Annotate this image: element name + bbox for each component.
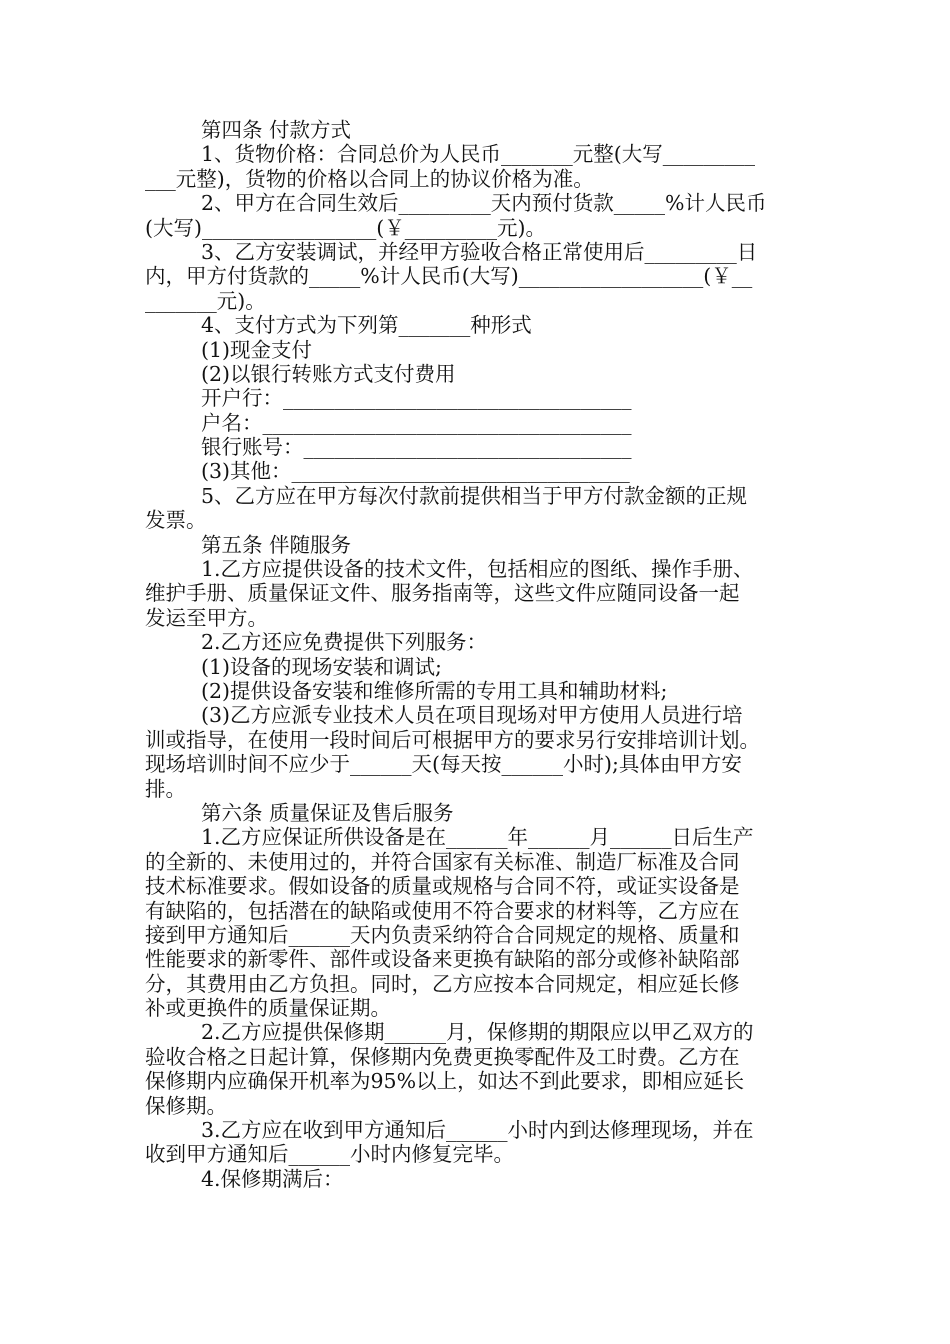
text-line: 5、乙方应在甲方每次付款前提供相当于甲方付款金额的正规 xyxy=(201,483,748,508)
text-line: 2.乙方应提供保修期______月，保修期的期限应以甲乙双方的 xyxy=(201,1020,754,1045)
text-line: 的全新的、未使用过的，并符合国家有关标准、制造厂标准及合同 xyxy=(145,849,740,874)
text-line: 验收合格之日起计算，保修期内免费更换零配件及工时费。乙方在 xyxy=(145,1044,740,1069)
text-line: 性能要求的新零件、部件或设备来更换有缺陷的部分或修补缺陷部 xyxy=(145,947,740,972)
text-line: 2.乙方还应免费提供下列服务： xyxy=(201,630,488,655)
text-line: 1.乙方应保证所供设备是在______年______月______日后生产 xyxy=(201,825,754,850)
text-line: 训或指导，在使用一段时间后可根据甲方的要求另行安排培训计划。 xyxy=(145,727,760,752)
contract-text xyxy=(145,118,809,1191)
text-line: (3)其他：_________________________________ xyxy=(201,459,630,484)
text-line: (2)提供设备安装和维修所需的专用工具和辅助材料; xyxy=(201,678,668,703)
text-line: 户名：____________________________________ xyxy=(201,410,632,435)
text-line: 1、货物价格：合同总价为人民币_______元整(大写_________ xyxy=(201,142,756,167)
text-line: 第六条 质量保证及售后服务 xyxy=(201,800,454,825)
text-line: 分，其费用由乙方负担。同时，乙方应按本合同规定，相应延长修 xyxy=(145,971,740,996)
text-line: 第五条 伴随服务 xyxy=(201,532,352,557)
text-line: 补或更换件的质量保证期。 xyxy=(145,996,391,1021)
text-line: 接到甲方通知后______天内负责采纳符合合同规定的规格、质量和 xyxy=(145,922,740,947)
text-line: 保修期内应确保开机率为95%以上，如达不到此要求，即相应延长 xyxy=(145,1069,745,1094)
text-line: 第四条 付款方式 xyxy=(201,118,352,142)
text-line: 发运至甲方。 xyxy=(145,605,268,630)
text-line: 有缺陷的，包括潜在的缺陷或使用不符合要求的材料等，乙方应在 xyxy=(145,898,740,923)
text-line: 开户行：__________________________________ xyxy=(201,386,632,411)
text-line: ___元整)，货物的价格以合同上的协议价格为准。 xyxy=(145,166,594,191)
text-line: 3、乙方安装调试，并经甲方验收合格正常使用后_________日 xyxy=(201,239,758,264)
text-line: 4、支付方式为下列第_______种形式 xyxy=(201,313,532,338)
text-line: 4.保修期满后： xyxy=(201,1166,344,1191)
text-line: 发票。 xyxy=(145,508,207,533)
text-line: (1)现金支付 xyxy=(201,337,313,362)
text-line: (2)以银行转账方式支付费用 xyxy=(201,361,456,386)
text-line: _______元)。 xyxy=(145,288,266,313)
text-line: 银行账号：________________________________ xyxy=(201,435,632,460)
text-line: (大写)_________________(￥_________元)。 xyxy=(145,215,546,240)
text-line: 排。 xyxy=(145,776,186,801)
text-line: 3.乙方应在收到甲方通知后______小时内到达修理现场，并在 xyxy=(201,1118,754,1143)
text-line: 维护手册、质量保证文件、服务指南等，这些文件应随同设备一起 xyxy=(145,581,740,606)
text-line: 1.乙方应提供设备的技术文件，包括相应的图纸、操作手册、 xyxy=(201,557,754,582)
text-line: 技术标准要求。假如设备的质量或规格与合同不符，或证实设备是 xyxy=(145,874,740,899)
text-line: 内，甲方付货款的_____%计人民币(大写)__________________(￥__ xyxy=(145,264,753,289)
text-line: (1)设备的现场安装和调试; xyxy=(201,654,442,679)
text-line: 现场培训时间不应少于______天(每天按______小时);具体由甲方安 xyxy=(145,752,742,777)
text-line: (3)乙方应派专业技术人员在项目现场对甲方使用人员进行培 xyxy=(201,703,743,728)
text-line: 收到甲方通知后______小时内修复完毕。 xyxy=(145,1142,514,1167)
text-line: 2、甲方在合同生效后_________天内预付货款_____%计人民币 xyxy=(201,191,767,216)
text-line: 保修期。 xyxy=(145,1093,227,1118)
